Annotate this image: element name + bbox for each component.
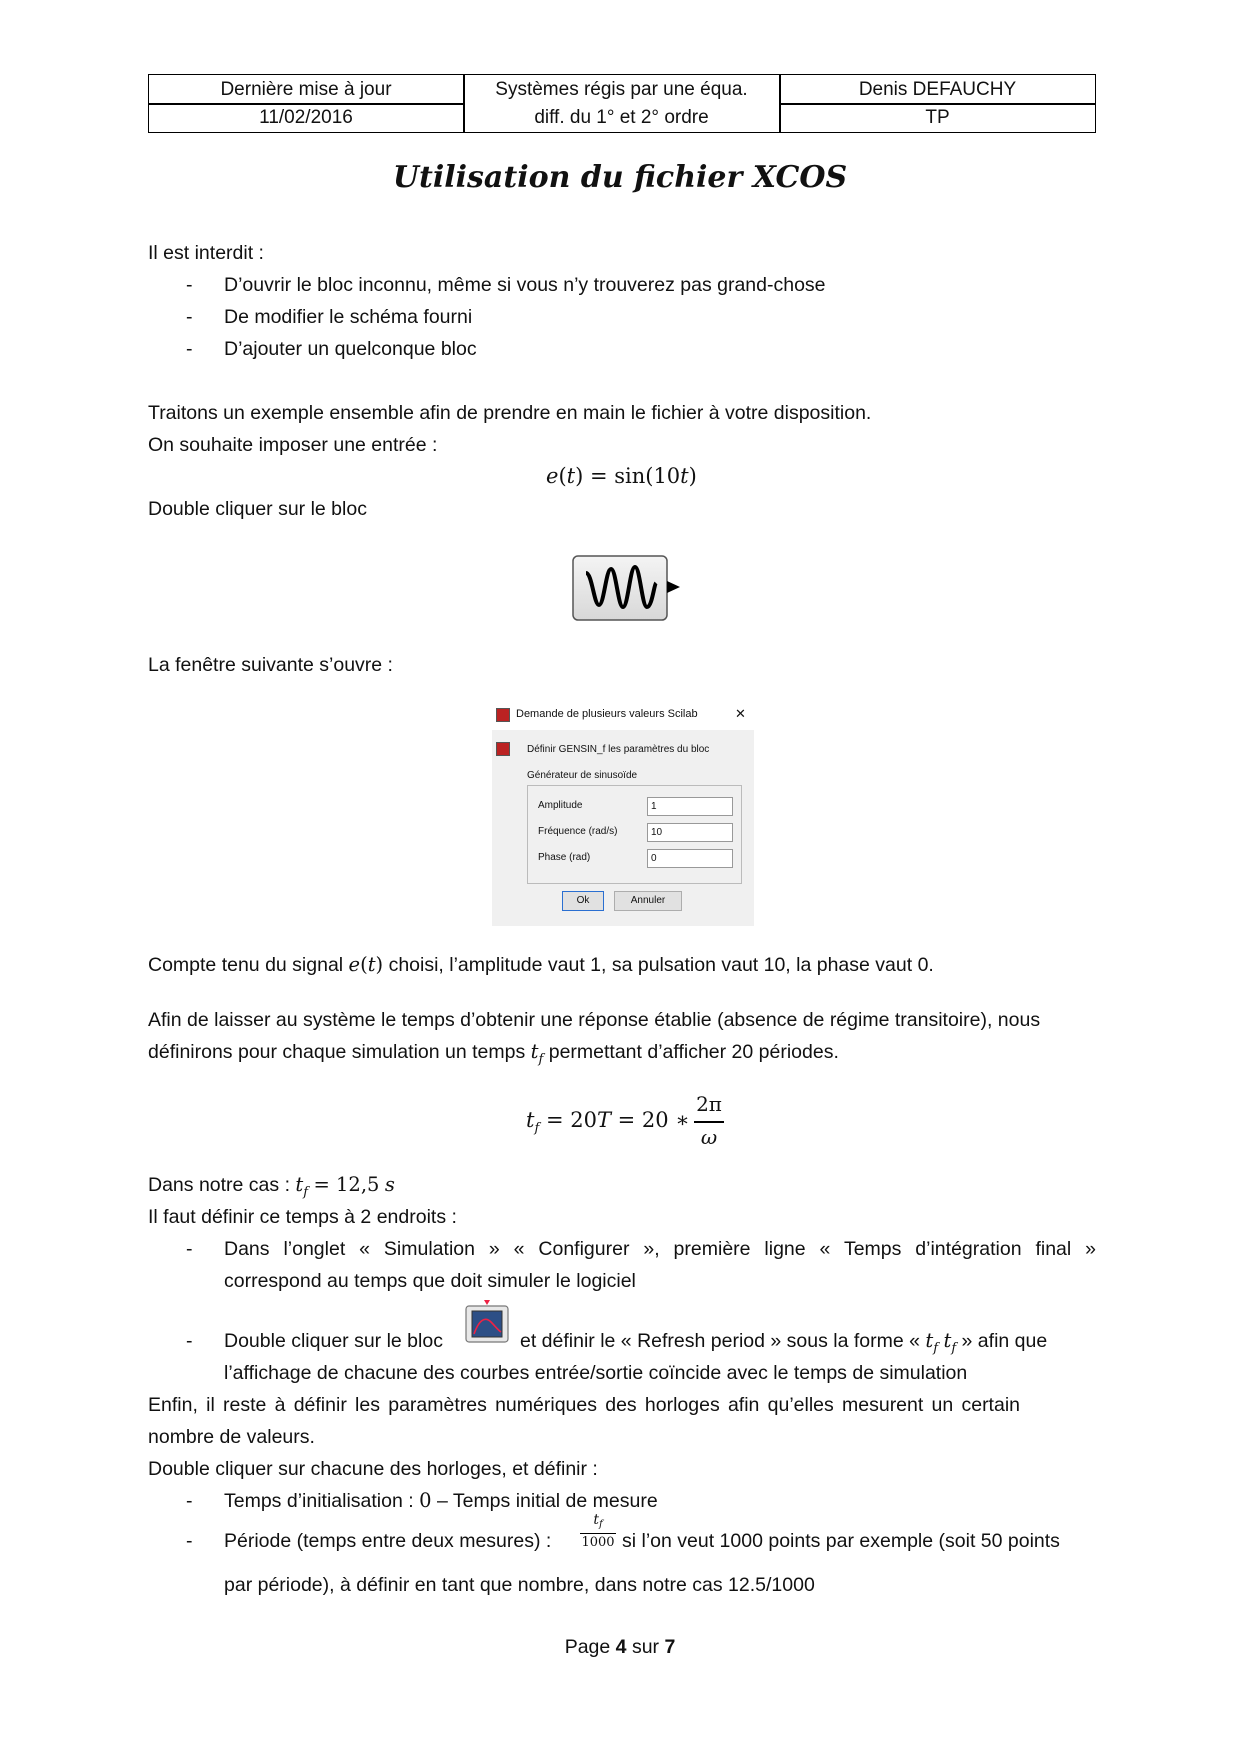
equation-tf	[526, 1108, 690, 1136]
eq-part: = 20	[545, 1108, 597, 1132]
update-date: 11/02/2016	[259, 107, 353, 128]
fraction-bar	[580, 1533, 616, 1534]
list-dash: -	[186, 1330, 193, 1352]
item2-text-a: Double cliquer sur le bloc	[224, 1330, 443, 1352]
example-line2: On souhaite imposer une entrée :	[148, 434, 438, 456]
doc-type: TP	[925, 107, 950, 128]
math-f: f	[534, 1121, 540, 1136]
clocks-text: Double cliquer sur chacune des horloges, et définir :	[148, 1458, 598, 1480]
eq-part: = 20 ∗	[617, 1108, 690, 1132]
eq-denominator: ω	[700, 1125, 718, 1149]
cancel-button[interactable]: Annuler	[614, 891, 682, 911]
dialog-title: Demande de plusieurs valeurs Scilab	[516, 708, 698, 720]
page-word: Page	[564, 1636, 611, 1658]
afin-line1: Afin de laisser au système le temps d’obtenir une réponse établie (absence de régime transitoire), nous	[148, 1009, 1041, 1031]
period-text-a: Période (temps entre deux mesures) :	[224, 1530, 552, 1552]
list-dash: -	[186, 274, 193, 296]
list-dash: -	[186, 338, 193, 360]
case-value: = 12,5	[313, 1173, 380, 1196]
equation-e-t: e(t) = sin(10t)	[546, 464, 697, 488]
field-label: Fréquence (rad/s)	[538, 826, 618, 837]
period-numerator	[578, 1512, 618, 1530]
fraction-bar	[694, 1121, 724, 1123]
header-table	[148, 74, 1096, 133]
define-two-text: Il faut définir ce temps à 2 endroits :	[148, 1206, 457, 1228]
init-zero: 0	[419, 1489, 432, 1512]
period-text-b: si l’on veut 1000 points par exemple (soit 50 points	[622, 1530, 1060, 1552]
afin-text-b: permettant d’afficher 20 périodes.	[548, 1041, 839, 1063]
subject-line1: Systèmes régis par une équa.	[495, 78, 748, 100]
afin-line2	[148, 1039, 839, 1073]
dialog-subtitle: Définir GENSIN_f les paramètres du bloc	[527, 744, 710, 755]
math-t: t	[593, 1512, 599, 1528]
page-title: Utilisation du fichier XCOS	[392, 160, 848, 195]
math-e: e	[348, 953, 361, 976]
math-e: e	[546, 464, 559, 488]
math-t: t	[925, 1329, 934, 1352]
item2-text-c: » afin que	[961, 1330, 1048, 1352]
math-t: t	[680, 464, 689, 488]
item2-text-b: et définir le « Refresh period » sous la forme «	[520, 1330, 920, 1352]
math-t: t	[530, 1040, 539, 1063]
ok-button[interactable]: Ok	[562, 891, 604, 911]
case-line	[148, 1172, 395, 1206]
field-label: Phase (rad)	[538, 852, 591, 863]
period-denominator: 1000	[581, 1535, 615, 1550]
close-icon[interactable]: ✕	[735, 706, 746, 721]
list-dash: -	[186, 1490, 193, 1512]
scilab-dialog	[492, 700, 754, 926]
list-item: D’ajouter un quelconque bloc	[224, 338, 477, 360]
window-opens-text: La fenêtre suivante s’ouvre :	[148, 654, 393, 676]
eq-numerator: 2π	[696, 1092, 722, 1116]
subject-line2: diff. du 1° et 2° ordre	[534, 107, 709, 128]
last-update-label: Dernière mise à jour	[220, 78, 392, 100]
list-dash: -	[186, 1238, 193, 1260]
math-t: t	[295, 1173, 304, 1196]
list-item: De modifier le schéma fourni	[224, 306, 473, 328]
signal-paragraph: Compte tenu du signal e(t) choisi, l’amplitude vaut 1, sa pulsation vaut 10, la phase vaut 0.	[148, 953, 934, 976]
math-f: f	[933, 1341, 939, 1356]
phase-input[interactable]: 0	[647, 849, 733, 868]
sine-generator-block-icon	[572, 555, 682, 621]
math-f: f	[303, 1185, 309, 1200]
example-line1: Traitons un exemple ensemble afin de prendre en main le fichier à votre disposition.	[148, 402, 872, 424]
list-dash: -	[186, 306, 193, 328]
math-t: t	[943, 1329, 952, 1352]
forbidden-intro: Il est interdit :	[148, 242, 264, 264]
case-unit: s	[384, 1173, 395, 1196]
math-f: f	[538, 1052, 544, 1067]
item1-line1: Dans l’onglet « Simulation » « Configurer », première ligne « Temps d’intégration final »	[224, 1238, 1096, 1260]
afin-text-a: définirons pour chaque simulation un temps	[148, 1041, 526, 1063]
amplitude-input[interactable]: 1	[647, 797, 733, 816]
of-word: sur	[631, 1636, 660, 1658]
case-label: Dans notre cas :	[148, 1174, 290, 1196]
page-footer	[0, 1636, 1240, 1659]
init-item	[224, 1488, 658, 1514]
item1-line2: correspond au temps que doit simuler le logiciel	[224, 1270, 636, 1292]
math-t: t	[526, 1108, 535, 1132]
enfin-line1: Enfin, il reste à définir les paramètres numériques des horloges afin qu’elles mesurent un certain	[148, 1394, 1020, 1416]
math-t: t	[367, 953, 376, 976]
math-T: T	[596, 1108, 611, 1132]
signal-text-a: Compte tenu du signal	[148, 954, 344, 976]
math-f: f	[598, 1519, 603, 1530]
group-title: Générateur de sinusoïde	[527, 770, 638, 781]
math-t: t	[566, 464, 576, 488]
author: Denis DEFAUCHY	[858, 78, 1017, 100]
list-dash: -	[186, 1530, 193, 1552]
page-number: 4	[615, 1636, 627, 1658]
scope-block-icon	[463, 1300, 511, 1344]
page-total: 7	[664, 1636, 676, 1658]
period-line2: par période), à définir en tant que nombre, dans notre cas 12.5/1000	[224, 1574, 815, 1596]
math-f: f	[951, 1341, 957, 1356]
double-click-text: Double cliquer sur le bloc	[148, 498, 367, 520]
scilab-icon	[496, 708, 510, 722]
scilab-icon	[496, 742, 510, 756]
field-label: Amplitude	[538, 800, 583, 811]
enfin-line2: nombre de valeurs.	[148, 1426, 315, 1448]
item2-line1	[224, 1328, 443, 1354]
init-text-a: Temps d’initialisation :	[224, 1490, 414, 1512]
item2-line2: l’affichage de chacune des courbes entrée/sortie coïncide avec le temps de simulation	[224, 1362, 968, 1384]
item2-line1-rest	[520, 1328, 1047, 1362]
init-text-b: – Temps initial de mesure	[436, 1490, 658, 1512]
signal-text-b: choisi, l’amplitude vaut 1, sa pulsation vaut 10, la phase vaut 0.	[388, 954, 934, 976]
sin-expression: sin(10	[614, 464, 681, 488]
frequency-input[interactable]: 10	[647, 823, 733, 842]
list-item: D’ouvrir le bloc inconnu, même si vous n’y trouverez pas grand-chose	[224, 274, 826, 296]
